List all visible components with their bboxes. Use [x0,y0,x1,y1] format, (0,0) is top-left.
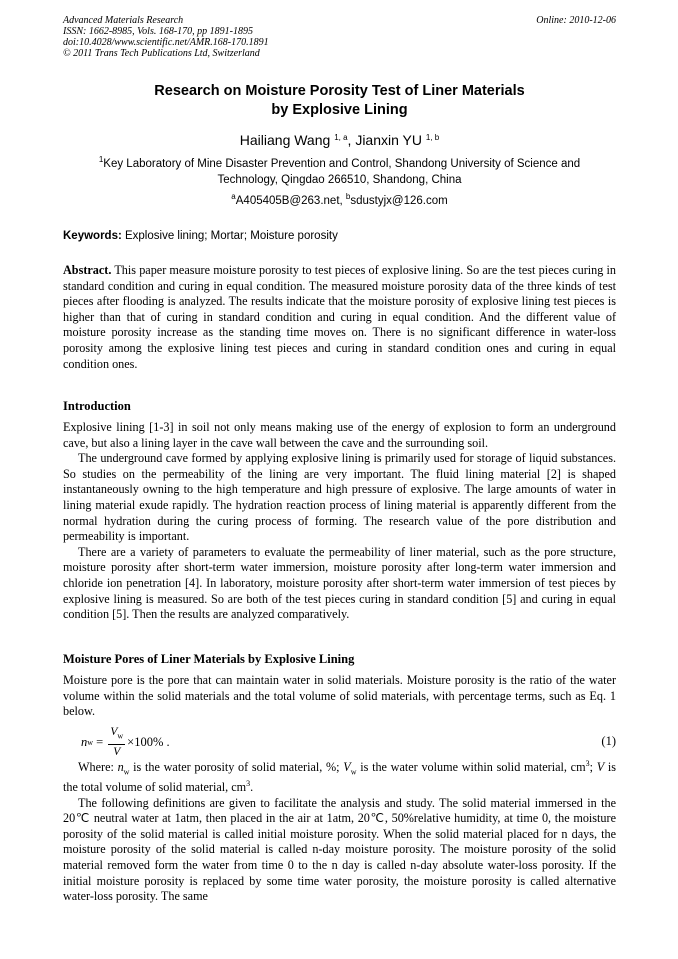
copyright-line: © 2011 Trans Tech Publications Ltd, Switzerland [63,48,260,59]
email-b-marker: b [345,192,351,201]
eq-denominator [111,745,122,759]
doi-line: doi:10.4028/www.scientific.net/AMR.168-170.1891 [63,37,269,48]
after-equation-body [63,760,616,905]
eq-lhs: n [81,734,88,749]
where-paragraph [63,760,616,796]
abstract-label: Abstract. [63,263,112,277]
where-sup-3a: 3 [585,758,590,768]
equation-1 [63,724,616,760]
paper-title [63,82,616,120]
where-var-n-sub: w [123,767,130,777]
title-line-2: by Explosive Lining [271,102,408,118]
intro-paragraph-2: The underground cave formed by applying explosive lining is primarily used for storage of liquid substances. So studies on the permeability of the lining are very important. The fluid lining material [2] is shaped instantaneously owning to the high temperature and high pressure of explosive. The large amounts of water in lining material exude rapidly. The hydration reaction process of lining material is apparently different from the normal hydration during the curing process of forming. The research value of the pore distribution and permeability is important. [63,451,616,544]
where-var-n: n [117,760,124,774]
eq-equals: = [93,734,107,749]
equation-number: (1) [601,734,616,748]
eq-numerator [108,725,125,744]
email-b: sdustyjx@126.com [350,195,448,207]
moisture-section-heading: Moisture Pores of Liner Materials by Explosive Lining [63,652,355,666]
where-var-v: V [343,760,351,774]
introduction-body [63,420,616,623]
author-1-affiliation: 1, a [334,133,348,142]
where-c: is the water volume within solid material, cm [356,760,586,774]
moisture-section-body [63,673,616,720]
eq-num-var: V [110,726,118,739]
abstract-text: This paper measure moisture porosity to test pieces of explosive lining. So are the test pieces curing in standard condition and curing in equal condition. The measured moisture porosity data of the three kinds of test pieces after flooding is analyzed. The results indicate that the moisture porosity of explosive lining test pieces is higher than that of curing in standard condition and curing in equal condition. And the different value of moisture porosity increase as the standing time moves on. There is no significant difference in water-loss porosity among the explosive lining test pieces and curing in standard condition ones and curing in equal condition ones. [63,263,616,371]
author-list [63,131,616,149]
journal-name: Advanced Materials Research [63,15,184,26]
definitions-paragraph: The following definitions are given to facilitate the analysis and study. The solid material immersed in the 20℃ neutral water at 1atm, then placed in the air at 1atm, 20℃, 50%relative humidity, at time 0, the moisture porosity of the solid material is called initial moisture porosity. When the solid material placed for n days, the moisture porosity of the solid material is called n-day moisture porosity. The moisture porosity of the solid material removed form the water from time 0 to the n day is called n-day absolute water-loss porosity. If the initial moisture porosity is replaced by some time water porosity, the moisture porosity is called alternative water-loss porosity. The same [63,795,616,904]
eq-lhs-sub: w [87,737,94,747]
where-sup-3b: 3 [246,778,251,788]
affiliation-line-2: Technology, Qingdao 266510, Shandong, China [217,174,462,186]
title-line-1: Research on Moisture Porosity Test of Liner Materials [154,83,525,99]
eq-den-var: V [113,745,121,758]
author-separator: , [347,132,356,148]
keywords-label: Keywords: [63,230,122,242]
moisture-paragraph-1: Moisture pore is the pore that can maintain water in solid materials. Moisture porosity is the ratio of the water volume within the solid materials and the total volume of solid materials, with percentage terms, such as Eq. 1 below. [63,673,616,719]
keywords [63,229,616,244]
intro-paragraph-1: Explosive lining [1-3] in soil not only means making use of the energy of explosion to form an underground cave, but also a lining layer in the cave wall between the cave and the surrounding soil. [63,420,616,450]
eq-fraction [108,725,125,758]
keywords-text: Explosive lining; Mortar; Moisture porosity [121,230,338,242]
email-a: A405405B@263.net, [235,195,346,207]
equation-expression [81,724,170,760]
affiliation-line-1: Key Laboratory of Mine Disaster Prevention and Control, Shandong University of Science and [103,158,581,170]
where-d: ; [589,760,597,774]
eq-rhs: ×100% . [127,734,170,749]
author-emails [63,193,616,209]
abstract [63,263,616,372]
where-a: Where: [78,760,118,774]
where-var-v-sub: w [350,767,357,777]
author-2-affiliation: 1, b [425,133,440,142]
intro-paragraph-3: There are a variety of parameters to evaluate the permeability of liner material, such as the pore structure, moisture porosity after short-term water immersion, moisture porosity after long-term water immersion and chloride ion penetration [4]. In laboratory, moisture porosity after short-term water immersion of test pieces by explosive lining is measured. So are both of the test pieces curing in standard condition [5] and curing in equal condition [5]. Then the results are analyzed comparatively. [63,544,616,622]
affiliation-marker: 1 [98,155,104,164]
author-2: Jianxin YU [355,132,422,148]
where-e: is the total volume of solid material, cm [63,760,616,795]
introduction-heading: Introduction [63,399,131,413]
author-1: Hailiang Wang [239,132,331,148]
where-f: . [250,780,254,795]
eq-num-sub: w [117,731,124,741]
email-a-marker: a [231,192,236,201]
affiliation [63,156,616,188]
where-var-v2: V [596,760,605,774]
where-b: is the water porosity of solid material, %; [129,760,344,774]
journal-header [63,15,616,59]
online-date: Online: 2010-12-06 [536,15,616,26]
issn-line: ISSN: 1662-8985, Vols. 168-170, pp 1891-1895 [63,26,253,37]
